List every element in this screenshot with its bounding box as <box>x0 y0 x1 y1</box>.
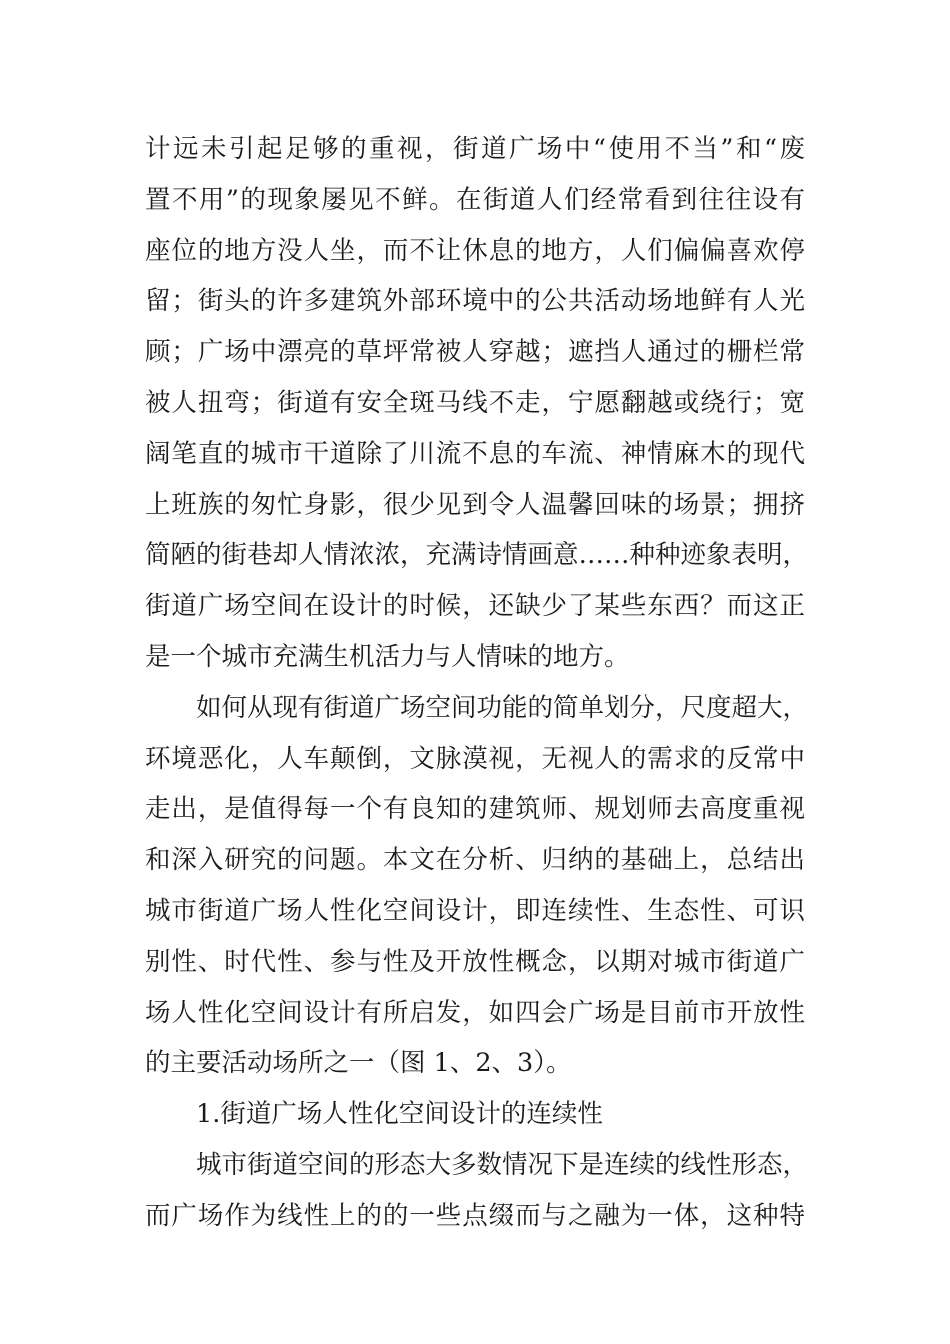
text-line: 置不用”的现象屡见不鲜。在街道人们经常看到往往设有 <box>145 184 805 215</box>
text-line: 城市街道广场人性化空间设计，即连续性、生态性、可识 <box>145 895 805 926</box>
text-line: 座位的地方没人坐，而不让休息的地方，人们偏偏喜欢停 <box>145 235 805 266</box>
text-line: 的主要活动场所之一（图 1、2、3）。 <box>145 1048 572 1079</box>
body-text <box>145 124 809 1242</box>
text-line: 留；街头的许多建筑外部环境中的公共活动场地鲜有人光 <box>145 286 805 317</box>
section-heading-text: 1.街道广场人性化空间设计的连续性 <box>196 1099 603 1130</box>
text-line: 简陋的街巷却人情浓浓，充满诗情画意……种种迹象表明， <box>145 540 809 571</box>
text-line: 被人扭弯；街道有安全斑马线不走，宁愿翻越或绕行；宽 <box>145 387 805 418</box>
section-heading <box>145 1089 805 1140</box>
text-line: 别性、时代性、参与性及开放性概念，以期对城市街道广 <box>145 946 805 977</box>
text-line: 而广场作为线性上的的一些点缀而与之融为一体，这种特 <box>145 1200 805 1231</box>
paragraph-3 <box>145 1140 809 1242</box>
text-line: 阔笔直的城市干道除了川流不息的车流、神情麻木的现代 <box>145 438 805 469</box>
text-line: 环境恶化，人车颠倒，文脉漠视，无视人的需求的反常中 <box>145 743 805 774</box>
text-line: 走出，是值得每一个有良知的建筑师、规划师去高度重视 <box>145 794 805 825</box>
paragraph-2 <box>145 683 809 1089</box>
text-line: 如何从现有街道广场空间功能的简单划分，尺度超大， <box>196 692 809 723</box>
text-line: 街道广场空间在设计的时候，还缺少了某些东西？而这正 <box>145 591 805 622</box>
paragraph-1 <box>145 124 809 683</box>
text-line: 城市街道空间的形态大多数情况下是连续的线性形态， <box>196 1149 809 1180</box>
text-line: 场人性化空间设计有所启发，如四会广场是目前市开放性 <box>145 997 805 1028</box>
text-line: 是一个城市充满生机活力与人情味的地方。 <box>145 641 630 672</box>
text-line: 和深入研究的问题。本文在分析、归纳的基础上，总结出 <box>145 845 805 876</box>
text-line: 上班族的匆忙身影，很少见到令人温馨回味的场景；拥挤 <box>145 489 805 520</box>
text-line: 计远未引起足够的重视，街道广场中“使用不当”和“废 <box>145 134 805 164</box>
text-line: 顾；广场中漂亮的草坪常被人穿越；遮挡人通过的栅栏常 <box>145 337 805 368</box>
